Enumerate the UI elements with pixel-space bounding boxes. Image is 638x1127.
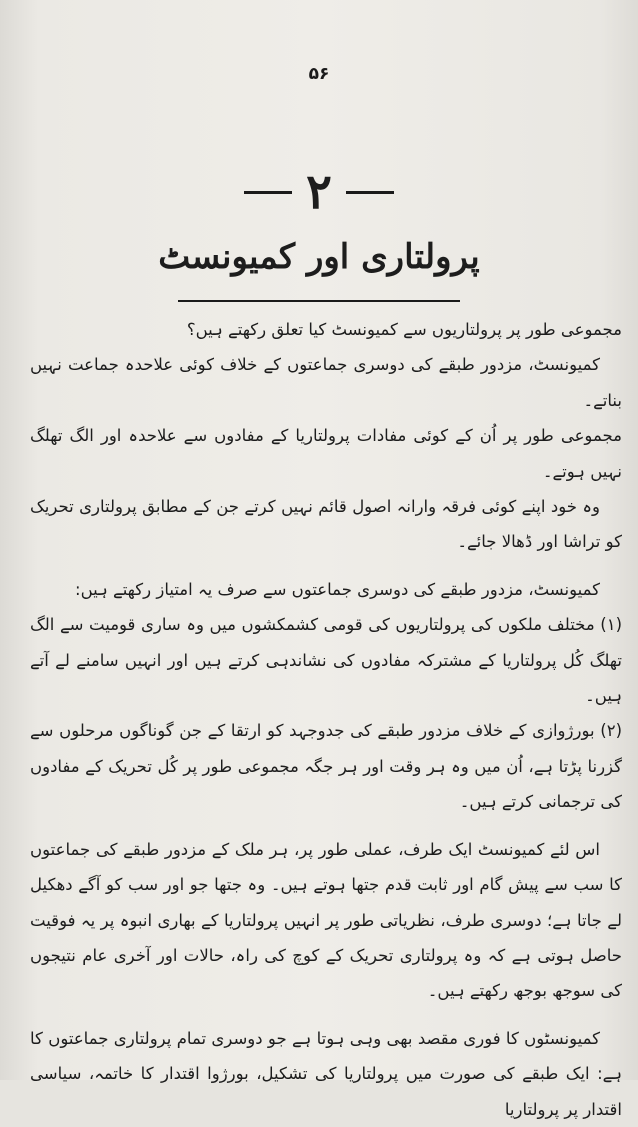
paragraph: مجموعی طور پر اُن کے کوئی مفادات پرولتاریا کے مفادوں سے علاحدہ اور الگ تھلگ نہیں ہوتے۔	[30, 426, 622, 481]
chapter-number: ۲	[306, 164, 332, 220]
chapter-heading	[0, 164, 638, 220]
body-text	[30, 312, 622, 1127]
paragraph: کمیونسٹ، مزدور طبقے کی دوسری جماعتوں سے صرف یہ امتیاز رکھتے ہیں:	[75, 579, 600, 599]
paragraph-gap	[30, 560, 622, 572]
paragraph-gap	[30, 820, 622, 832]
paragraph: کمیونسٹ، مزدور طبقے کی دوسری جماعتوں کے خلاف کوئی علاحدہ جماعت نہیں بناتے۔	[30, 355, 622, 410]
right-dash-divider	[346, 191, 394, 194]
paragraph: مجموعی طور پر پرولتاریوں سے کمیونسٹ کیا تعلق رکھتے ہیں؟	[186, 320, 622, 339]
paragraph: کمیونسٹوں کا فوری مقصد بھی وہی ہوتا ہے جو دوسری تمام پرولتاری جماعتوں کا ہے: ایک طبقے کی صورت میں پرولتاریا کی تشکیل، بورژوا اقتدار کا خاتمہ، سیاسی اقتدار پر پرولتاریا	[30, 1028, 622, 1119]
paragraph: وہ خود اپنے کوئی فرقہ وارانہ اصول قائم نہیں کرتے جن کے مطابق پرولتاری تحریک کو تراشا اور ڈھالا جائے۔	[30, 497, 622, 552]
chapter-title: پرولتاری اور کمیونسٹ	[158, 237, 480, 277]
page-number: ۵۶	[308, 64, 330, 84]
left-dash-divider	[244, 191, 292, 194]
title-underline	[178, 300, 460, 302]
paragraph-gap	[30, 1009, 622, 1021]
paragraph: اس لئے کمیونسٹ ایک طرف، عملی طور پر، ہر ملک کے مزدور طبقے کی جماعتوں کا سب سے پیش گام اور ثابت قدم جتھا ہوتے ہیں۔ وہ جتھا جو اور سب کو آگے دھکیل لے جاتا ہے؛ دوسری طرف، نظریاتی طور پر انہیں پرولتاریا کے بھاری انبوہ پر یہ فوقیت حاصل ہوتی ہے کہ وہ پرولتاری تحریک کے کوچ کی راہ، حالات اور آخری عام نتیجوں کی سوجھ بوجھ رکھتے ہیں۔	[30, 839, 622, 1001]
list-item: (۲) بورژوازی کے خلاف مزدور طبقے کی جدوجہد کو ارتقا کے جن گوناگوں مرحلوں سے گزرنا پڑتا ہے، اُن میں وہ ہر وقت اور ہر جگہ مجموعی طور پر کُل تحریک کے مفادوں کی ترجمانی کرتے ہیں۔	[30, 721, 622, 812]
list-item: (۱) مختلف ملکوں کی پرولتاریوں کی قومی کشمکشوں میں وہ ساری قومیت سے الگ تھلگ کُل پرولتاریا کے مشترکہ مفادوں کی نشاندہی کرتے ہیں اور انہیں سامنے لے آتے ہیں۔	[30, 615, 622, 706]
